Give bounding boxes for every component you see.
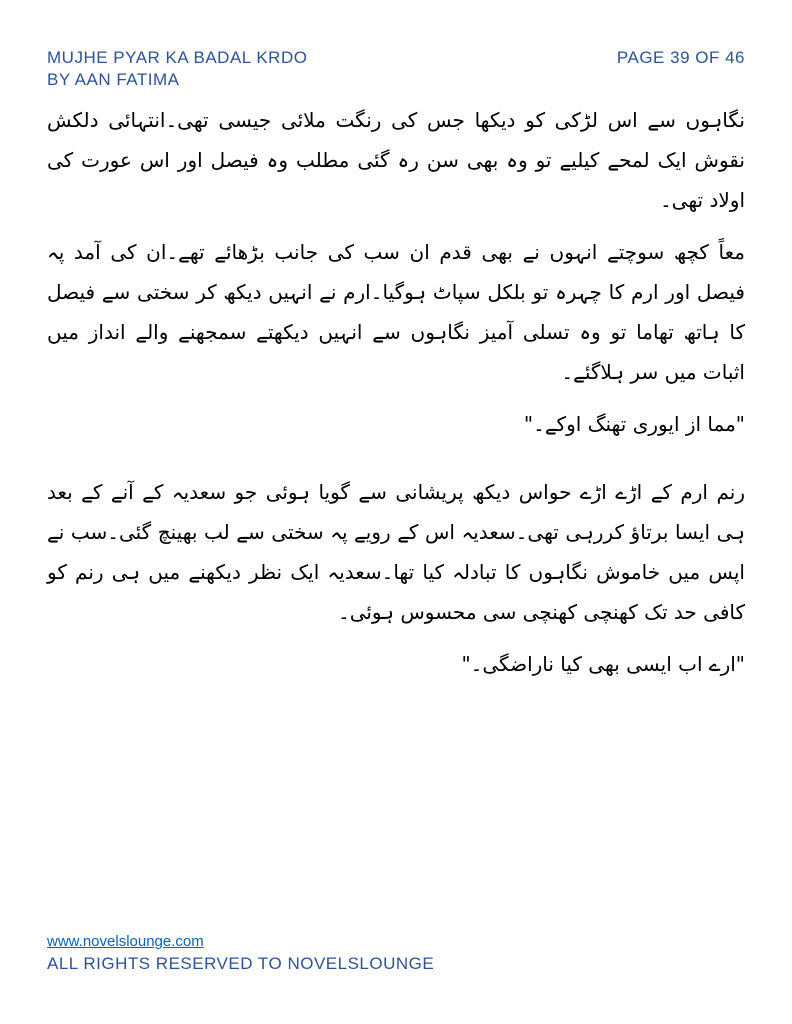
paragraph-3: رنم ارم کے اڑے اڑے حواس دیکھ پریشانی سے گویا ہوئی جو سعدیہ کے آنے کے بعد ہی ایسا برتاؤ کررہی تھی۔سعدیہ اس کے رویے پہ سختی سے لب بھینچ گئی۔سب نے اپس میں خاموش نگاہوں کا تبادلہ کیا تھا۔سعدیہ ایک نظر دیکھنے میں ہی رنم کو کافی حد تک کھنچی کھنچی سی محسوس ہوئی۔	[47, 480, 745, 624]
dialogue-line-1: "مما از ایوری تھنگ اوکے۔"	[523, 412, 745, 436]
author-line: BY AAN FATIMA	[47, 70, 180, 89]
copyright-notice: ALL RIGHTS RESERVED TO NOVELSLOUNGE	[47, 954, 435, 973]
website-link[interactable]: www.novelslounge.com	[47, 933, 204, 950]
story-body	[47, 100, 745, 712]
document-footer	[47, 932, 434, 976]
novel-title: MUJHE PYAR KA BADAL KRDO	[47, 48, 308, 67]
paragraph-1: نگاہوں سے اس لڑکی کو دیکھا جس کی رنگت ملائی جیسی تھی۔انتہائی دلکش نقوش ایک لمحے کیلیے تو وہ بھی سن رہ گئی مطلب وہ فیصل اور اس عورت کی اولاد تھی۔	[47, 108, 745, 212]
document-header	[47, 47, 307, 91]
page-number: PAGE 39 OF 46	[616, 48, 745, 67]
paragraph-2: معاً کچھ سوچتے انہوں نے بھی قدم ان سب کی جانب بڑھائے تھے۔ان کی آمد پہ فیصل اور ارم کا چہرہ تو بلکل سپاٹ ہوگیا۔ارم نے انہیں دیکھ کر سختی سے فیصل کا ہاتھ تھاما تو وہ تسلی آمیز نگاہوں سے انہیں دیکھتے سمجھنے والے انداز میں اثبات میں سر ہلاگئے۔	[47, 240, 745, 384]
dialogue-line-2: "ارے اب ایسی بھی کیا ناراضگی۔"	[461, 652, 745, 676]
